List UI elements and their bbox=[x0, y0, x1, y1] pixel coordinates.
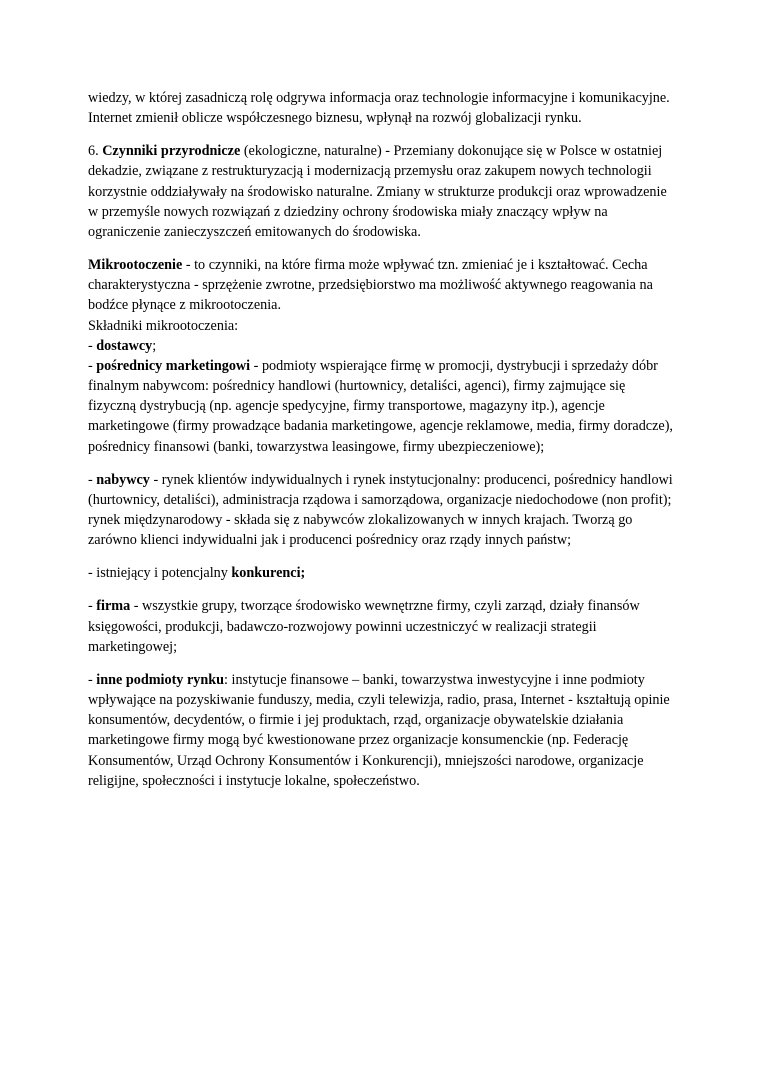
paragraph-skladniki bbox=[88, 316, 674, 336]
list-item-firma-run-1: firma bbox=[96, 598, 131, 615]
list-item-inne-podmioty-rynku-run-0: - bbox=[88, 671, 97, 688]
list-item-dostawcy-run-1: dostawcy bbox=[96, 337, 153, 354]
paragraph-intro-run-0: wiedzy, w której zasadniczą rolę odgrywa informacja oraz technologie informacyjne i komunikacyjne. Internet zmienił oblicze współczesnego biznesu, wpłynął na rozwój globalizacji rynku. bbox=[88, 90, 670, 127]
paragraph-mikrootoczenie-run-0: Mikrootoczenie bbox=[88, 257, 183, 274]
list-item-firma-run-0: - bbox=[88, 598, 97, 615]
list-item-nabywcy-run-1: nabywcy bbox=[96, 471, 150, 488]
list-item-konkurenci-run-0: - istniejący i potencjalny bbox=[88, 565, 232, 582]
list-item-posrednicy-marketingowi bbox=[88, 356, 674, 457]
paragraph-skladniki-run-0: Składniki mikrootoczenia: bbox=[88, 317, 239, 334]
paragraph-intro bbox=[88, 88, 674, 128]
paragraph-czynniki-przyrodnicze-run-0: 6. bbox=[88, 143, 103, 160]
list-item-firma-run-2: - wszystkie grupy, tworzące środowisko wewnętrzne firmy, czyli zarząd, działy finansów księgowości, produkcji, badawczo-rozwojowy powinni uczestniczyć w realizacji strategii marketingowej; bbox=[88, 598, 640, 655]
list-item-posrednicy-marketingowi-run-1: pośrednicy marketingowi bbox=[96, 357, 251, 374]
paragraph-mikrootoczenie bbox=[88, 255, 674, 315]
document-body bbox=[88, 88, 674, 791]
list-item-posrednicy-marketingowi-run-0: - bbox=[88, 357, 97, 374]
list-item-konkurenci-run-1: konkurenci; bbox=[231, 565, 306, 582]
list-item-dostawcy-run-0: - bbox=[88, 337, 97, 354]
paragraph-czynniki-przyrodnicze-run-1: Czynniki przyrodnicze bbox=[102, 143, 244, 160]
list-item-posrednicy-marketingowi-run-2: - podmioty wspierające firmę w promocji, dystrybucji i sprzedaży dóbr finalnym nabywcom: pośrednicy handlowi (hurtownicy, detaliści, agenci), firmy zajmujące się fizyczną dystrybucją (np. agencje spedycyjne, firmy transportowe, magazyny itp.), agencje marketingowe (firmy prowadzące badania marketingowe, agencje reklamowe, media, firmy doradcze), pośrednicy finansowi (banki, towarzystwa leasingowe, firmy ubezpieczeniowe); bbox=[88, 357, 673, 455]
list-item-nabywcy-run-2: - rynek klientów indywidualnych i rynek instytucjonalny: producenci, pośrednicy handlowi (hurtownicy, detaliści), administracja rządowa i samorządowa, organizacje niedochodowe (non profit); rynek międzynarodowy - składa się z nabywców zlokalizowanych w innych krajach. Tworzą go zarówno klienci indywidualni jak i producenci pośrednicy oraz rządy innych państw; bbox=[88, 471, 673, 549]
list-item-konkurenci bbox=[88, 563, 674, 583]
list-item-inne-podmioty-rynku-run-1: inne podmioty rynku bbox=[96, 671, 225, 688]
paragraph-czynniki-przyrodnicze bbox=[88, 141, 674, 242]
list-item-inne-podmioty-rynku-run-2: : instytucje finansowe – banki, towarzystwa inwestycyjne i inne podmioty wpływające na pozyskiwanie funduszy, media, czyli telewizja, radio, prasa, Internet - kształtują opinie konsumentów, decydentów, o firmie i jej produktach, rząd, organizacje obywatelskie działania marketingowe firmy mogą być kwestionowane przez organizacje konsumenckie (np. Federację Konsumentów, Urząd Ochrony Konsumentów i Konkurencji), mniejszości narodowe, organizacje religijne, społeczności i instytucje lokalne, społeczeństwo. bbox=[88, 671, 670, 789]
paragraph-mikrootoczenie-run-1: - to czynniki, na które firma może wpływać tzn. zmieniać je i kształtować. Cecha charakterystyczna - sprzężenie zwrotne, przedsiębiorstwo ma możliwość aktywnego reagowania na bodźce płynące z mikrootoczenia. bbox=[88, 257, 653, 314]
list-item-nabywcy bbox=[88, 470, 674, 551]
paragraph-czynniki-przyrodnicze-run-2: (ekologiczne, naturalne) - Przemiany dokonujące się w Polsce w ostatniej dekadzie, związane z restrukturyzacją i modernizacją przemysłu oraz zakupem nowych technologii korzystnie oddziaływały na środowisko naturalne. Zmiany w strukturze produkcji oraz wprowadzenie w przemyśle nowych rozwiązań z dziedziny ochrony środowiska miały znaczący wpływ na ograniczenie zanieczyszczeń emitowanych do środowiska. bbox=[88, 143, 667, 240]
list-item-inne-podmioty-rynku bbox=[88, 670, 674, 791]
list-item-firma bbox=[88, 596, 674, 656]
list-item-dostawcy bbox=[88, 336, 674, 356]
list-item-dostawcy-run-2: ; bbox=[152, 337, 157, 354]
list-item-nabywcy-run-0: - bbox=[88, 471, 97, 488]
